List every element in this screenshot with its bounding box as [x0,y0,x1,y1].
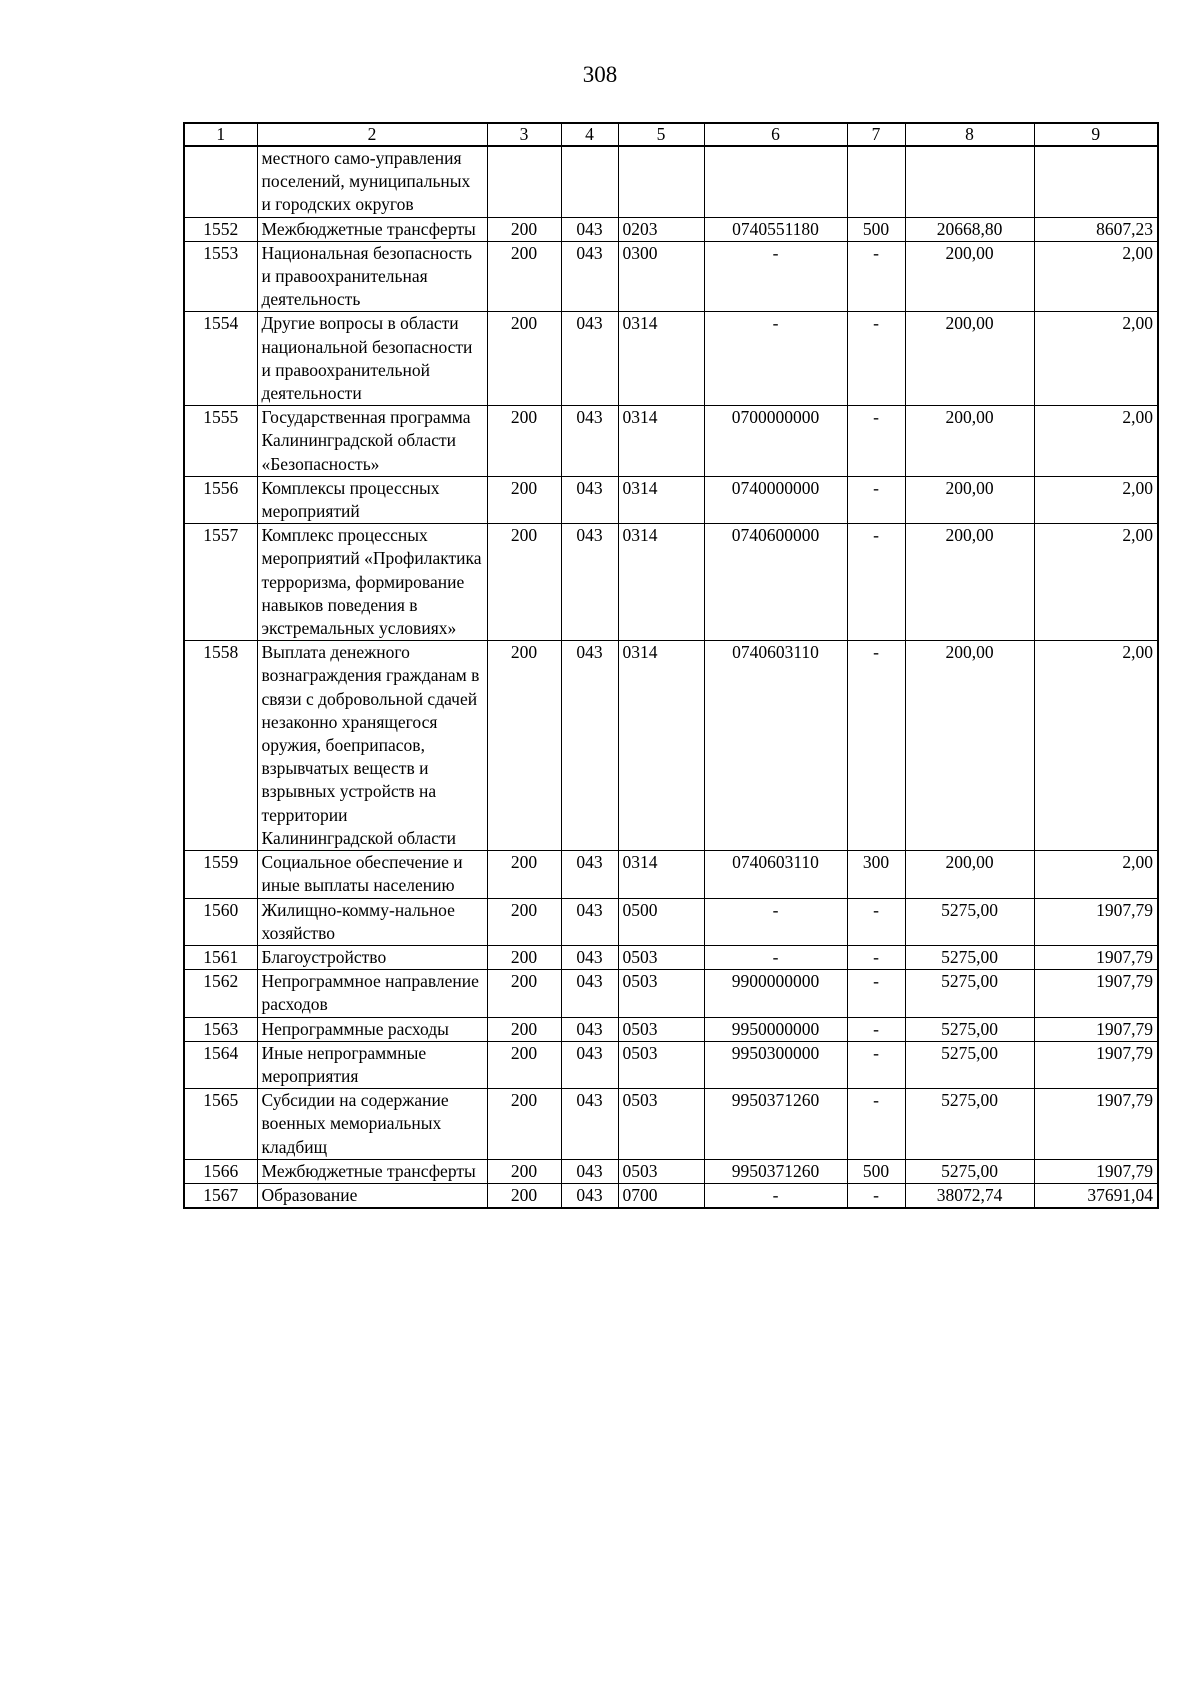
column-header: 8 [905,123,1034,146]
code4-cell: 043 [561,1017,618,1041]
row-number-cell: 1558 [184,641,257,851]
code3-cell: 200 [487,945,561,969]
code3-cell: 200 [487,217,561,241]
expense-type-cell: 500 [847,1159,905,1183]
code3-cell: 200 [487,641,561,851]
page-number: 308 [582,62,618,87]
code3-cell: 200 [487,1159,561,1183]
amount-cell: 200,00 [905,524,1034,641]
code3-cell: 200 [487,312,561,406]
expense-type-cell: - [847,1183,905,1208]
section-cell: 0300 [618,241,704,312]
amount-cell: 5275,00 [905,1159,1034,1183]
expense-type-cell: - [847,241,905,312]
table-row [184,312,1158,406]
amount-cell: 20668,80 [905,217,1034,241]
code3-cell: 200 [487,1041,561,1088]
row-number-cell: 1563 [184,1017,257,1041]
description-cell: Национальная безопасность и правоохранительная деятельность [257,241,487,312]
table-row [184,406,1158,477]
target-article-cell: 0740603110 [704,641,847,851]
description-cell: Непрограммное направление расходов [257,970,487,1017]
section-cell: 0503 [618,1041,704,1088]
amount-cell: 200,00 [905,312,1034,406]
amount2-cell: 1907,79 [1034,898,1158,945]
target-article-cell: 9950300000 [704,1041,847,1088]
column-header: 3 [487,123,561,146]
amount-cell: 5275,00 [905,898,1034,945]
code4-cell: 043 [561,1041,618,1088]
column-header: 5 [618,123,704,146]
expense-type-cell: - [847,524,905,641]
table-body [184,146,1158,1208]
section-cell: 0700 [618,1183,704,1208]
code4-cell [561,146,618,217]
expense-type-cell: - [847,312,905,406]
table-row [184,945,1158,969]
row-number-cell: 1564 [184,1041,257,1088]
row-number-cell: 1565 [184,1089,257,1160]
section-cell: 0314 [618,476,704,523]
amount2-cell: 2,00 [1034,641,1158,851]
section-cell [618,146,704,217]
description-cell: Государственная программа Калининградской области «Безопасность» [257,406,487,477]
row-number-cell: 1553 [184,241,257,312]
target-article-cell: - [704,898,847,945]
row-number-cell: 1557 [184,524,257,641]
target-article-cell: - [704,241,847,312]
amount2-cell: 1907,79 [1034,1017,1158,1041]
code4-cell: 043 [561,1089,618,1160]
table-row [184,1159,1158,1183]
expense-type-cell: - [847,945,905,969]
expense-type-cell: - [847,1017,905,1041]
column-header: 2 [257,123,487,146]
amount-cell [905,146,1034,217]
row-number-cell: 1566 [184,1159,257,1183]
section-cell: 0314 [618,312,704,406]
table-row [184,476,1158,523]
code3-cell [487,146,561,217]
expense-type-cell: 500 [847,217,905,241]
section-cell: 0314 [618,851,704,898]
amount2-cell: 1907,79 [1034,945,1158,969]
amount2-cell: 2,00 [1034,406,1158,477]
description-cell: Другие вопросы в области национальной безопасности и правоохранительной деятельности [257,312,487,406]
expense-type-cell [847,146,905,217]
expense-type-cell: - [847,476,905,523]
target-article-cell: 9950000000 [704,1017,847,1041]
column-header: 7 [847,123,905,146]
description-cell: Иные непрограммные мероприятия [257,1041,487,1088]
amount-cell: 5275,00 [905,1017,1034,1041]
description-cell: Жилищно-комму-нальное хозяйство [257,898,487,945]
table-row [184,241,1158,312]
column-header: 9 [1034,123,1158,146]
row-number-cell: 1562 [184,970,257,1017]
amount-cell: 38072,74 [905,1183,1034,1208]
expense-type-cell: - [847,1089,905,1160]
section-cell: 0314 [618,524,704,641]
row-number-cell: 1556 [184,476,257,523]
description-cell: Субсидии на содержание военных мемориальных кладбищ [257,1089,487,1160]
amount-cell: 200,00 [905,851,1034,898]
description-cell: Комплексы процессных мероприятий [257,476,487,523]
description-cell: местного само-управления поселений, муниципальных и городских округов [257,146,487,217]
code4-cell: 043 [561,898,618,945]
column-header: 4 [561,123,618,146]
amount-cell: 200,00 [905,406,1034,477]
description-cell: Межбюджетные трансферты [257,1159,487,1183]
table-row [184,146,1158,217]
section-cell: 0500 [618,898,704,945]
description-cell: Благоустройство [257,945,487,969]
amount2-cell: 2,00 [1034,312,1158,406]
section-cell: 0314 [618,641,704,851]
code4-cell: 043 [561,945,618,969]
row-number-cell: 1554 [184,312,257,406]
row-number-cell: 1560 [184,898,257,945]
code3-cell: 200 [487,476,561,523]
target-article-cell: - [704,945,847,969]
expense-type-cell: - [847,641,905,851]
section-cell: 0503 [618,1089,704,1160]
table-row [184,524,1158,641]
amount-cell: 200,00 [905,241,1034,312]
amount-cell: 200,00 [905,641,1034,851]
section-cell: 0314 [618,406,704,477]
table-row [184,851,1158,898]
code3-cell: 200 [487,524,561,641]
target-article-cell: 9950371260 [704,1159,847,1183]
amount2-cell: 2,00 [1034,241,1158,312]
table-row [184,1089,1158,1160]
code4-cell: 043 [561,217,618,241]
row-number-cell: 1559 [184,851,257,898]
target-article-cell: 0740600000 [704,524,847,641]
description-cell: Межбюджетные трансферты [257,217,487,241]
row-number-cell: 1561 [184,945,257,969]
section-cell: 0503 [618,1159,704,1183]
amount2-cell [1034,146,1158,217]
code3-cell: 200 [487,406,561,477]
amount2-cell: 1907,79 [1034,1159,1158,1183]
description-cell: Непрограммные расходы [257,1017,487,1041]
column-header: 1 [184,123,257,146]
expense-type-cell: - [847,406,905,477]
description-cell: Комплекс процессных мероприятий «Профилактика терроризма, формирование навыков поведения в экстремальных условиях» [257,524,487,641]
amount2-cell: 2,00 [1034,524,1158,641]
table-row [184,217,1158,241]
code3-cell: 200 [487,851,561,898]
code4-cell: 043 [561,1183,618,1208]
target-article-cell: 0740551180 [704,217,847,241]
code3-cell: 200 [487,1183,561,1208]
table-row [184,1183,1158,1208]
amount2-cell: 8607,23 [1034,217,1158,241]
amount2-cell: 1907,79 [1034,1041,1158,1088]
amount-cell: 5275,00 [905,1041,1034,1088]
expense-type-cell: - [847,898,905,945]
code3-cell: 200 [487,241,561,312]
amount2-cell: 1907,79 [1034,1089,1158,1160]
target-article-cell: 9950371260 [704,1089,847,1160]
table-row [184,1041,1158,1088]
expense-type-cell: - [847,1041,905,1088]
code3-cell: 200 [487,970,561,1017]
description-cell: Социальное обеспечение и иные выплаты населению [257,851,487,898]
column-header: 6 [704,123,847,146]
code4-cell: 043 [561,851,618,898]
code4-cell: 043 [561,312,618,406]
section-cell: 0503 [618,1017,704,1041]
code4-cell: 043 [561,641,618,851]
table-row [184,970,1158,1017]
target-article-cell [704,146,847,217]
amount-cell: 5275,00 [905,1089,1034,1160]
description-cell: Выплата денежного вознаграждения гражданам в связи с добровольной сдачей незаконно хранящегося оружия, боеприпасов, взрывчатых веществ и взрывных устройств на территории Калининградской области [257,641,487,851]
row-number-cell: 1552 [184,217,257,241]
code3-cell: 200 [487,898,561,945]
target-article-cell: 0740000000 [704,476,847,523]
code4-cell: 043 [561,476,618,523]
row-number-cell: 1555 [184,406,257,477]
section-cell: 0503 [618,970,704,1017]
row-number-cell [184,146,257,217]
target-article-cell: 0740603110 [704,851,847,898]
amount2-cell: 37691,04 [1034,1183,1158,1208]
code3-cell: 200 [487,1089,561,1160]
target-article-cell: - [704,312,847,406]
table-row [184,641,1158,851]
amount2-cell: 2,00 [1034,476,1158,523]
row-number-cell: 1567 [184,1183,257,1208]
amount-cell: 5275,00 [905,945,1034,969]
expense-type-cell: - [847,970,905,1017]
table-row [184,1017,1158,1041]
code4-cell: 043 [561,970,618,1017]
amount2-cell: 2,00 [1034,851,1158,898]
target-article-cell: 0700000000 [704,406,847,477]
expense-type-cell: 300 [847,851,905,898]
description-cell: Образование [257,1183,487,1208]
code4-cell: 043 [561,241,618,312]
code4-cell: 043 [561,524,618,641]
amount2-cell: 1907,79 [1034,970,1158,1017]
amount-cell: 200,00 [905,476,1034,523]
code3-cell: 200 [487,1017,561,1041]
section-cell: 0503 [618,945,704,969]
amount-cell: 5275,00 [905,970,1034,1017]
header-row [184,123,1158,146]
target-article-cell: 9900000000 [704,970,847,1017]
code4-cell: 043 [561,406,618,477]
table-row [184,898,1158,945]
budget-table [183,122,1159,1209]
section-cell: 0203 [618,217,704,241]
code4-cell: 043 [561,1159,618,1183]
target-article-cell: - [704,1183,847,1208]
